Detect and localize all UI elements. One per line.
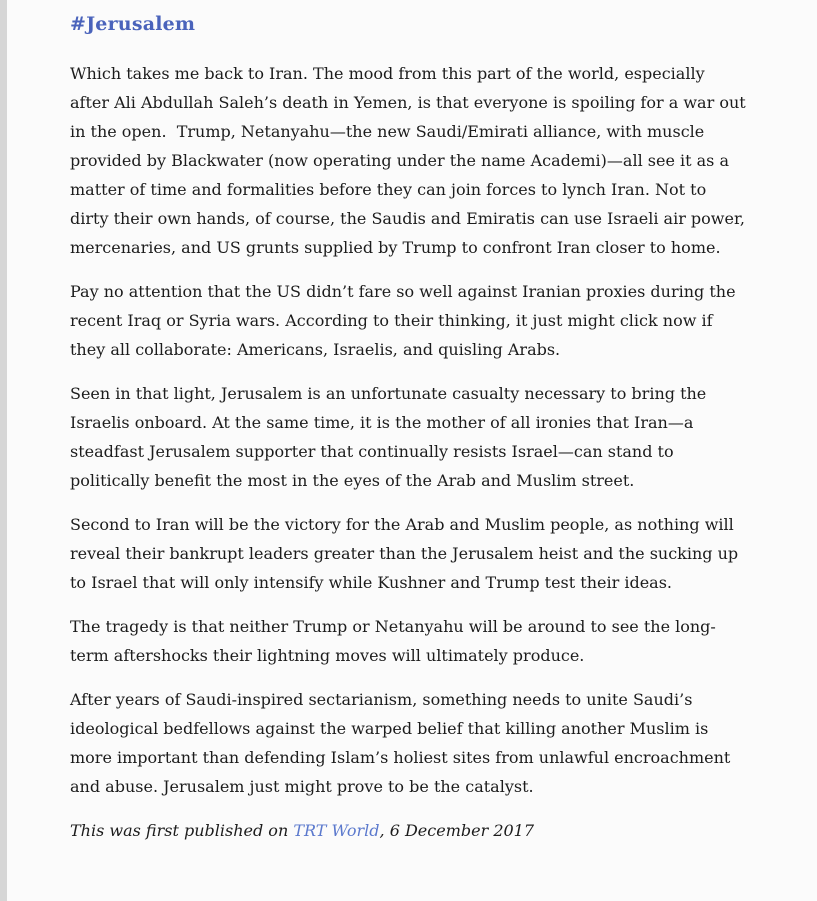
article-paragraph-4: Second to Iran will be the victory for the Arab and Muslim people, as nothing will reveal their bankrupt leaders greater than the Jerusalem heist and the sucking up to Israel that will only intensify while Kushner and Trump test their ideas. — [70, 515, 739, 592]
article-paragraph-2: Pay no attention that the US didn’t fare so well against Iranian proxies during the recent Iraq or Syria wars. According to their thinking, it just might click now if they all collaborate: Americans, Israelis, and quisling Arabs. — [70, 282, 736, 359]
publication-note-prefix: This was first published on — [70, 821, 294, 840]
article-paragraph-1: Which takes me back to Iran. The mood from this part of the world, especially after Ali Abdullah Saleh’s death in Yemen, is that everyone is spoiling for a war out in the open. Trump, Netanyahu—the new Saudi/Emirati alliance, with muscle provided by Blackwater (now operating under the name Academi)—all see it as a matter of time and formalities before they can join forces to lynch Iran. Not to dirty their own hands, of course, the Saudis and Emiratis can use Israeli air power, mercenaries, and US grunts supplied by Trump to confront Iran closer to home. — [70, 64, 746, 257]
article-paragraph-3: Seen in that light, Jerusalem is an unfortunate casualty necessary to bring the Israelis onboard. At the same time, it is the mother of all ironies that Iran—a steadfast Jerusalem supporter that continually resists Israel—can stand to politically benefit the most in the eyes of the Arab and Muslim street. — [70, 384, 707, 490]
publication-note — [70, 816, 747, 845]
page-edge-strip — [0, 0, 7, 901]
article-paragraph-6: After years of Saudi-inspired sectarianism, something needs to unite Saudi’s ideological bedfellows against the warped belief that killing another Muslim is more important than defending Islam’s holiest sites from unlawful encroachment and abuse. Jerusalem just might prove to be the catalyst. — [70, 690, 731, 796]
publication-note-suffix: , 6 December 2017 — [379, 821, 535, 840]
article-heading-hashtag-jerusalem: #Jerusalem — [70, 13, 196, 35]
article-paragraph-5: The tragedy is that neither Trump or Netanyahu will be around to see the long-term aftershocks their lightning moves will ultimately produce. — [70, 617, 716, 665]
trt-world-link[interactable]: TRT World — [293, 821, 380, 840]
